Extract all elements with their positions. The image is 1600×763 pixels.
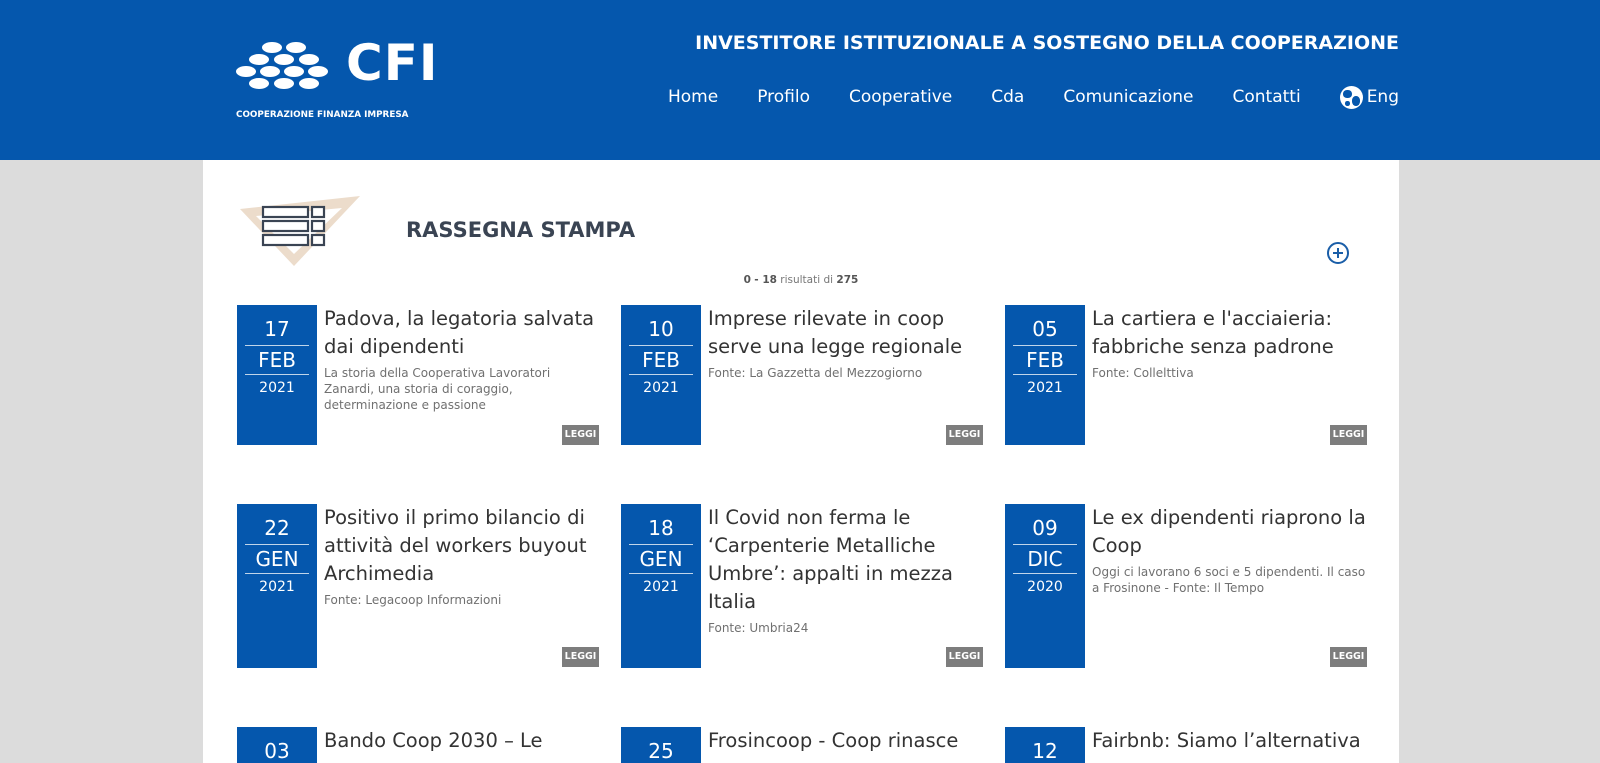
date-day: 12	[1032, 739, 1058, 763]
results-count: 0 - 18 risultati di 275	[743, 274, 859, 286]
results-total: 275	[836, 274, 859, 286]
read-button[interactable]: LEGGI	[1330, 425, 1367, 445]
date-badge	[1005, 305, 1085, 445]
date-day: 05	[1032, 317, 1058, 341]
date-badge	[621, 504, 701, 668]
language-switch[interactable]	[1340, 86, 1399, 109]
nav-item-home[interactable]: Home	[667, 87, 719, 107]
date-day: 18	[648, 516, 674, 540]
site-tagline: INVESTITORE ISTITUZIONALE A SOSTEGNO DELLA COOPERAZIONE	[695, 32, 1399, 54]
card-description: Oggi ci lavorano 6 soci e 5 dipendenti. Il caso a Frosinone - Fonte: Il Tempo	[1092, 565, 1366, 595]
card-description: La storia della Cooperativa Lavoratori Zanardi, una storia di coraggio, determinazione e passione	[324, 366, 551, 412]
card-body	[324, 504, 599, 608]
read-button[interactable]: LEGGI	[946, 425, 983, 445]
nav-item-comunicazione[interactable]: Comunicazione	[1063, 87, 1194, 107]
date-badge	[621, 305, 701, 445]
read-button[interactable]: LEGGI	[946, 647, 983, 667]
language-label: Eng	[1366, 87, 1399, 107]
date-badge	[621, 727, 701, 763]
news-card	[1005, 727, 1367, 763]
news-card	[237, 727, 599, 763]
date-day: 09	[1032, 516, 1058, 540]
news-card	[621, 727, 983, 763]
section-title: RASSEGNA STAMPA	[406, 218, 636, 242]
card-title[interactable]: Imprese rilevate in coop serve una legge regionale	[708, 307, 963, 358]
news-card	[1005, 305, 1367, 445]
date-badge	[1005, 727, 1085, 763]
date-badge	[237, 305, 317, 445]
date-month: FEB	[629, 345, 693, 375]
date-year: 2021	[1027, 380, 1063, 396]
results-to: 18	[762, 274, 777, 286]
date-day: 17	[264, 317, 290, 341]
list-icon	[238, 196, 366, 268]
card-title[interactable]: Le ex dipendenti riaprono la Coop	[1092, 506, 1366, 557]
news-card	[621, 305, 983, 445]
card-description: Fonte: Collelttiva	[1092, 366, 1194, 380]
nav-item-profilo[interactable]: Profilo	[757, 87, 810, 107]
date-badge	[237, 504, 317, 668]
globe-icon	[1340, 86, 1363, 109]
nav-item-contatti[interactable]: Contatti	[1232, 87, 1301, 107]
section-header	[238, 196, 638, 271]
date-month: GEN	[629, 544, 693, 574]
date-month: FEB	[245, 345, 309, 375]
nav-item-cooperative[interactable]: Cooperative	[849, 87, 953, 107]
date-badge	[237, 727, 317, 763]
card-body	[1092, 727, 1367, 755]
date-year: 2020	[1027, 579, 1063, 595]
news-card	[237, 305, 599, 445]
main-nav	[629, 86, 1399, 108]
date-day: 22	[264, 516, 290, 540]
date-year: 2021	[643, 579, 679, 595]
card-title[interactable]: Frosincoop - Coop rinasce	[708, 729, 959, 752]
date-year: 2021	[259, 380, 295, 396]
logo-tagline: COOPERAZIONE FINANZA IMPRESA	[236, 110, 409, 120]
card-description: Fonte: Legacoop Informazioni	[324, 593, 502, 607]
date-day: 10	[648, 317, 674, 341]
results-from: 0	[743, 274, 751, 286]
card-title[interactable]: Il Covid non ferma le ‘Carpenterie Metalliche Umbre’: appalti in mezza Italia	[708, 506, 953, 613]
plus-circle-icon[interactable]	[1327, 242, 1349, 264]
date-month: FEB	[1013, 345, 1077, 375]
read-button[interactable]: LEGGI	[1330, 647, 1367, 667]
card-body	[708, 504, 983, 636]
card-body	[708, 727, 983, 755]
nav-item-cda[interactable]: Cda	[991, 87, 1025, 107]
news-card	[237, 504, 599, 668]
card-body	[708, 305, 983, 381]
date-year: 2021	[643, 380, 679, 396]
card-description: Fonte: Umbria24	[708, 621, 809, 635]
read-button[interactable]: LEGGI	[562, 647, 599, 667]
date-day: 25	[648, 739, 674, 763]
logo-text: CFI	[346, 34, 439, 92]
news-card	[1005, 504, 1367, 668]
card-title[interactable]: Fairbnb: Siamo l’alternativa	[1092, 729, 1361, 752]
date-month: DIC	[1013, 544, 1077, 574]
card-body	[1092, 305, 1367, 381]
card-description: Fonte: La Gazzetta del Mezzogiorno	[708, 366, 923, 380]
card-title[interactable]: Padova, la legatoria salvata dai dipendenti	[324, 307, 595, 358]
card-title[interactable]: La cartiera e l'acciaieria: fabbriche senza padrone	[1092, 307, 1334, 358]
results-label: risultati di	[780, 274, 834, 286]
news-card	[621, 504, 983, 668]
card-title[interactable]: Positivo il primo bilancio di attività del workers buyout Archimedia	[324, 506, 587, 585]
main-content	[203, 160, 1399, 763]
date-year: 2021	[259, 579, 295, 595]
date-day: 03	[264, 739, 290, 763]
logo-dots-icon	[236, 42, 328, 96]
cfi-logo[interactable]	[236, 34, 446, 120]
site-header	[0, 0, 1600, 160]
card-title[interactable]: Bando Coop 2030 – Le	[324, 729, 543, 752]
card-body	[1092, 504, 1367, 596]
date-month: GEN	[245, 544, 309, 574]
card-body	[324, 727, 599, 755]
read-button[interactable]: LEGGI	[562, 425, 599, 445]
card-body	[324, 305, 599, 413]
date-badge	[1005, 504, 1085, 668]
